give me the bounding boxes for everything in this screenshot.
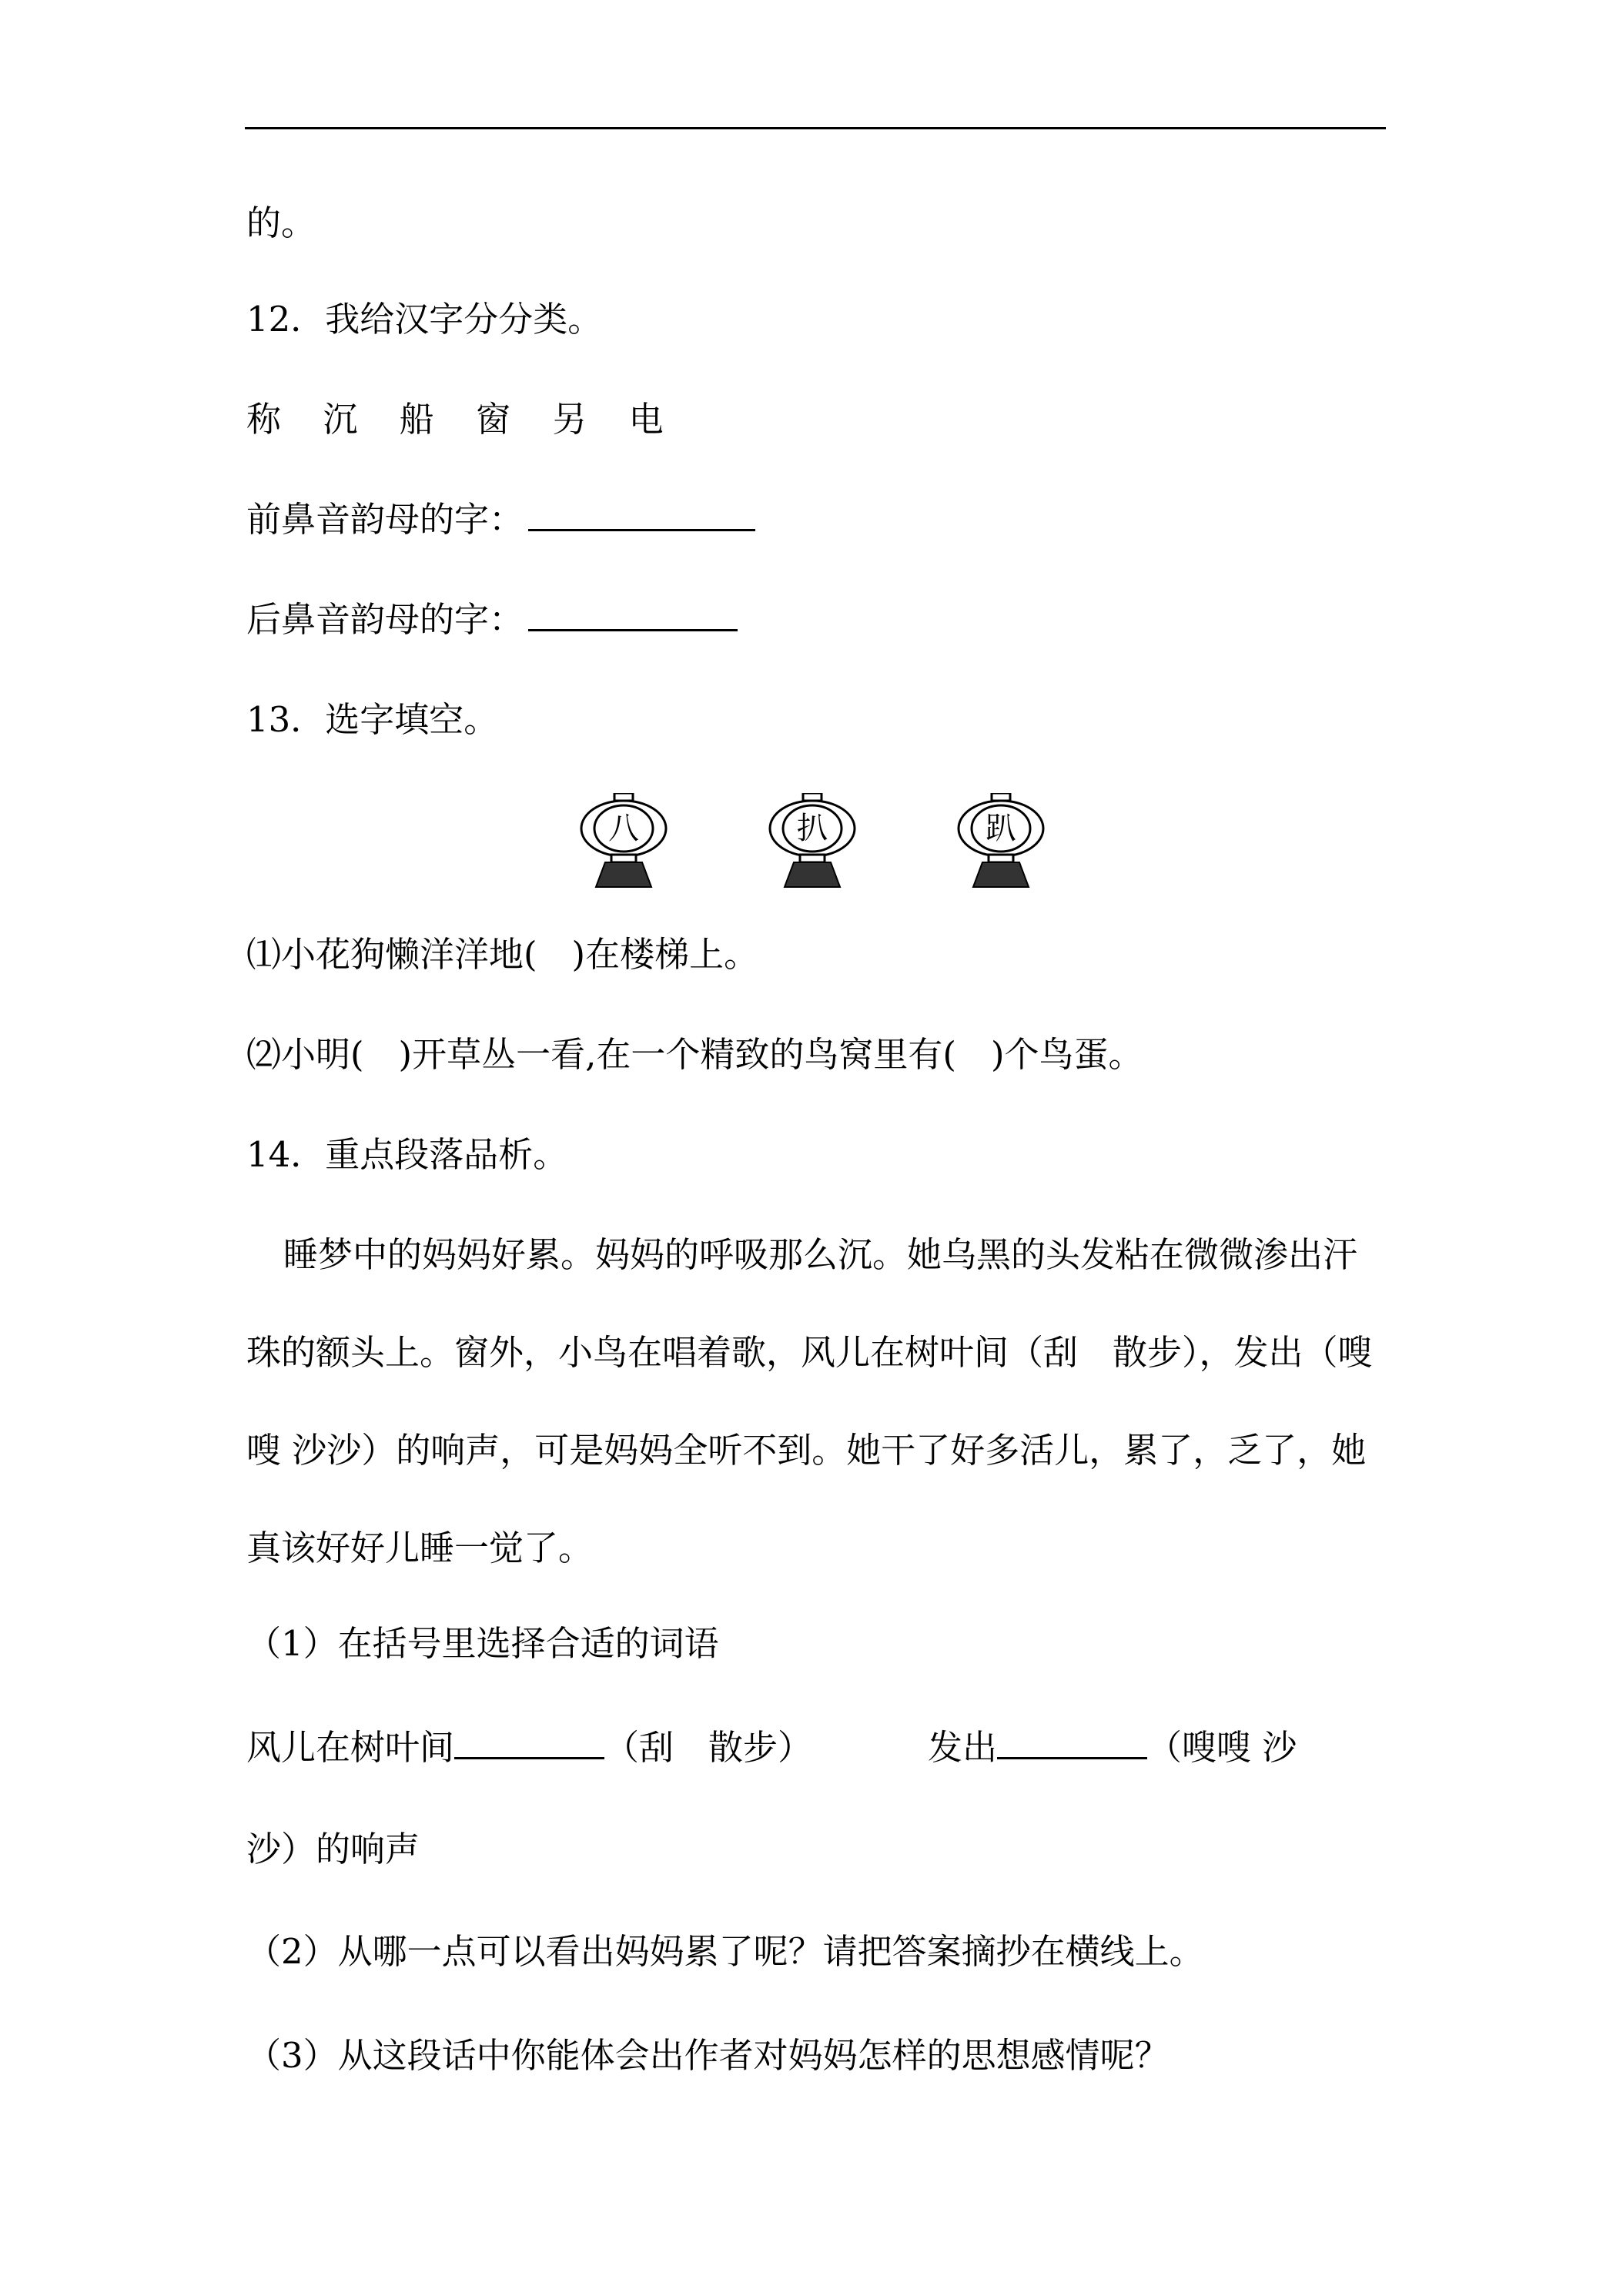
- char-item: 电: [628, 399, 664, 440]
- lantern-icon: [955, 793, 1047, 901]
- lantern-icon: [577, 793, 670, 901]
- char-item: 窗: [475, 399, 510, 440]
- q14-sub-3: （3）从这段话中你能体会出作者对妈妈怎样的思想感情呢？: [246, 2035, 1170, 2076]
- char-item: 另: [552, 399, 587, 440]
- fill-a-prefix: 风儿在树叶间: [246, 1727, 455, 1768]
- question-13-title: 13．选字填空。: [246, 699, 499, 740]
- front-nasal-blank[interactable]: [528, 527, 755, 531]
- fill-b-prefix: 发出: [928, 1727, 998, 1768]
- lantern-2: [766, 793, 858, 901]
- fill-b-continuation: 沙）的响声: [246, 1829, 420, 1869]
- reading-paragraph: [246, 1206, 1386, 1597]
- question-14-title: 14．重点段落品析。: [246, 1134, 568, 1175]
- paragraph-text: 睡梦中的妈妈好累。妈妈的呼吸那么沉。她乌黑的头发粘在微微渗出汗珠的额头上。窗外，小鸟在唱着歌，风儿在树叶间（刮 散步），发出（嗖嗖 沙沙）的响声，可是妈妈全听不到。她干了好多活儿，累了，乏了，她真该好好儿睡一觉了。: [246, 1234, 1373, 1568]
- char-item: 沉: [323, 399, 358, 440]
- fill-row: [246, 1725, 1386, 1771]
- lantern-char: 趴: [986, 811, 1016, 846]
- char-item: 称: [246, 399, 282, 440]
- lantern-group: [577, 793, 1070, 901]
- char-item: 船: [399, 399, 434, 440]
- lantern-char: 八: [608, 811, 639, 846]
- q14-sub-1: （1）在括号里选择合适的词语: [246, 1623, 719, 1664]
- lantern-char: 扒: [797, 811, 828, 846]
- fill-b-blank[interactable]: [997, 1755, 1147, 1759]
- back-nasal-row: [246, 597, 738, 643]
- back-nasal-label: 后鼻音韵母的字：: [246, 599, 524, 640]
- front-nasal-label: 前鼻音韵母的字：: [246, 499, 524, 540]
- continuation-text: 的。: [246, 202, 316, 243]
- lantern-1: [577, 793, 670, 901]
- fill-a-blank[interactable]: [454, 1755, 604, 1759]
- lantern-3: [955, 793, 1047, 901]
- header-rule: [245, 127, 1386, 129]
- front-nasal-row: [246, 497, 755, 543]
- question-12-title: 12．我给汉字分分类。: [246, 299, 603, 340]
- fill-a-options: （刮 散步）: [604, 1727, 813, 1768]
- fill-b-options: （嗖嗖 沙: [1147, 1727, 1297, 1768]
- lantern-icon: [766, 793, 858, 901]
- q14-sub-2: （2）从哪一点可以看出妈妈累了呢？请把答案摘抄在横线上。: [246, 1931, 1204, 1972]
- q13-sentence-2: ⑵小明( )开草丛一看,在一个精致的鸟窝里有( )个鸟蛋。: [246, 1034, 1143, 1075]
- back-nasal-blank[interactable]: [528, 628, 738, 631]
- character-list: [246, 397, 694, 443]
- q13-sentence-1: ⑴小花狗懒洋洋地( )在楼梯上。: [246, 934, 759, 975]
